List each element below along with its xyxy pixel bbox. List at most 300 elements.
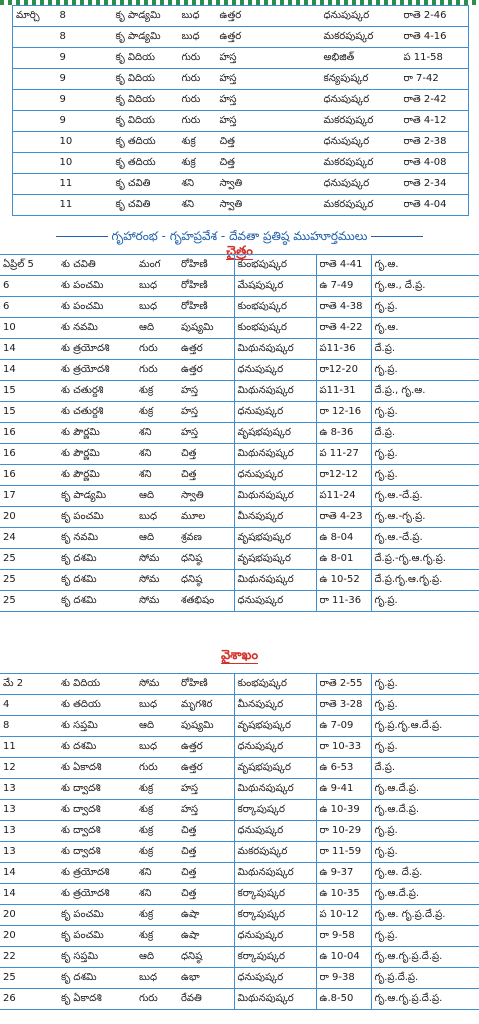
table-row: [0, 444, 479, 465]
table-cell: ప11-31: [316, 381, 371, 402]
table-cell: ధనుపుష్కర: [234, 737, 316, 758]
table-cell: శుక్ర: [136, 800, 178, 821]
table-cell: ప 11-27: [316, 444, 371, 465]
table-cell: 11: [57, 174, 113, 195]
table-cell: గృ.ఆ.-దే.ప్ర.: [371, 486, 479, 507]
table-cell: శు ద్వాదశి: [58, 779, 136, 800]
table-cell: కృ సప్తమి: [58, 947, 136, 968]
table-cell: శుక్ర: [179, 132, 217, 153]
table-cell: ఉత్తర: [217, 6, 321, 27]
table-cell: గృ.ఆ.దే.ప్ర.: [371, 884, 479, 905]
table-cell: హస్త: [217, 90, 321, 111]
table-cell: 20: [0, 507, 58, 528]
table-cell: ధనుపుష్కర: [234, 402, 316, 423]
table-cell: చిత్త: [217, 153, 321, 174]
table-cell: మకరపుష్కర: [321, 111, 401, 132]
table-cell: ధనిష్ఠ: [178, 549, 234, 570]
table-cell: 13: [0, 800, 58, 821]
table-cell: గృ.ప్ర.: [371, 821, 479, 842]
table-row: [13, 27, 469, 48]
table-cell: ఉ 10-35: [316, 884, 371, 905]
table-cell: కృ ఏకాదశి: [58, 989, 136, 1010]
table-cell: మకరపుష్కర: [321, 153, 401, 174]
table-cell: 8: [0, 716, 58, 737]
table-cell: 10: [57, 132, 113, 153]
table-cell: శతభిషం: [178, 591, 234, 612]
table-cell: దే.ప్ర.గృ.ఆ.గృ.ప్ర.: [371, 570, 479, 591]
table-cell: రా 12-16: [316, 402, 371, 423]
table-cell: రాతె 4-23: [316, 507, 371, 528]
table-row: [13, 174, 469, 195]
table-row: [0, 297, 479, 318]
table-row: [0, 318, 479, 339]
table-cell: ఉ.8-50: [316, 989, 371, 1010]
table-cell: మకరపుష్కర: [321, 27, 401, 48]
table-cell: 9: [57, 90, 113, 111]
table-cell: బుధ: [179, 27, 217, 48]
table-cell: అభిజిత్: [321, 48, 401, 69]
table-cell: గృ.ప్ర.గృ.ఆ.దే.ప్ర.: [371, 716, 479, 737]
table-cell: హస్త: [178, 402, 234, 423]
table-cell: గృ.ప్ర.: [371, 674, 479, 695]
table-cell: 16: [0, 444, 58, 465]
table-cell: [13, 48, 57, 69]
table-cell: 9: [57, 111, 113, 132]
table-cell: వృషభపుష్కర: [234, 528, 316, 549]
table-cell: ధనుపుష్కర: [234, 465, 316, 486]
table-cell: రా 9-58: [316, 926, 371, 947]
table-cell: కృ దశమి: [58, 570, 136, 591]
table-cell: 22: [0, 947, 58, 968]
table-row: [0, 402, 479, 423]
table-cell: శు సప్తమి: [58, 716, 136, 737]
table-cell: మిథునపుష్కర: [234, 339, 316, 360]
table-cell: హస్త: [178, 779, 234, 800]
table-cell: ధనుపుష్కర: [234, 360, 316, 381]
table-cell: కృ పాడ్యమి: [58, 486, 136, 507]
table-cell: గురు: [179, 48, 217, 69]
table-cell: ఉ 10-39: [316, 800, 371, 821]
table-cell: [13, 69, 57, 90]
table-cell: ఉ 8-01: [316, 549, 371, 570]
table-cell: రాతె 2-46: [401, 6, 469, 27]
table-cell: కృ చవితి: [113, 174, 179, 195]
table-cell: గురు: [179, 90, 217, 111]
table-cell: గృ.ఆ. దే.ప్ర.: [371, 863, 479, 884]
table-cell: 14: [0, 339, 58, 360]
table-cell: ఉ 6-53: [316, 758, 371, 779]
table-cell: సోమ: [136, 570, 178, 591]
table-cell: బుధ: [136, 695, 178, 716]
table-cell: ఉ 8-36: [316, 423, 371, 444]
table-row: [0, 423, 479, 444]
table-cell: ధనుపుష్కర: [234, 926, 316, 947]
table-cell: రాతె 4-22: [316, 318, 371, 339]
table-cell: శుక్ర: [179, 153, 217, 174]
table-cell: దే.ప్ర.-గృ.ఆ.గృ.ప్ర.: [371, 549, 479, 570]
table-row: [0, 276, 479, 297]
table-cell: శు పౌర్ణమి: [58, 444, 136, 465]
table-cell: ప 11-58: [401, 48, 469, 69]
table-cell: రాతె 4-38: [316, 297, 371, 318]
table-cell: రోహిణి: [178, 297, 234, 318]
table-cell: శు పౌర్ణమి: [58, 423, 136, 444]
table-cell: 14: [0, 863, 58, 884]
table-cell: కృ పంచమి: [58, 905, 136, 926]
table-cell: పుష్యమి: [178, 716, 234, 737]
table-cell: 25: [0, 968, 58, 989]
table-row: [0, 465, 479, 486]
table-cell: గృ.ఆ.గృ.ప్ర.దే.ప్ర.: [371, 989, 479, 1010]
table-cell: ఉషా: [178, 926, 234, 947]
table-cell: చిత్త: [178, 884, 234, 905]
table-cell: మిథునపుష్కర: [234, 486, 316, 507]
table-cell: శుక్ర: [136, 381, 178, 402]
table-cell: 10: [57, 153, 113, 174]
table-cell: బుధ: [136, 297, 178, 318]
table-cell: చిత్త: [178, 821, 234, 842]
table-cell: మిథునపుష్కర: [234, 989, 316, 1010]
table-cell: మిథునపుష్కర: [234, 381, 316, 402]
table-cell: సోమ: [136, 549, 178, 570]
table-row: [13, 153, 469, 174]
table-row: [0, 800, 479, 821]
table-cell: ధనుపుష్కర: [234, 968, 316, 989]
table-cell: మార్చి: [13, 6, 57, 27]
table-cell: కృ పంచమి: [58, 507, 136, 528]
table-cell: గృ.ప్ర.: [371, 737, 479, 758]
table-cell: ఉభా: [178, 968, 234, 989]
table-cell: కృ విదియ: [113, 48, 179, 69]
section-title-text: గృహారంభ - గృహప్రవేశ - దేవతా ప్రతిష్ఠ ముహూర్తములు: [111, 229, 368, 243]
table-cell: కృ పంచమి: [58, 926, 136, 947]
table-cell: రాతె 2-34: [401, 174, 469, 195]
table-cell: కుంభపుష్కర: [234, 297, 316, 318]
table-cell: ఉ 10-52: [316, 570, 371, 591]
table-cell: శుక్ర: [136, 821, 178, 842]
table-cell: రా 7-42: [401, 69, 469, 90]
table-cell: కుంభపుష్కర: [234, 255, 316, 276]
table-cell: [13, 27, 57, 48]
table-cell: శు పంచమి: [58, 276, 136, 297]
table-cell: గృ.ప్ర.: [371, 402, 479, 423]
table-cell: రాతె 2-38: [401, 132, 469, 153]
table-cell: 9: [57, 48, 113, 69]
table-cell: గృ.ప్ర.: [371, 360, 479, 381]
table-cell: శని: [136, 444, 178, 465]
table-cell: ఉ 7-09: [316, 716, 371, 737]
table-cell: మిథునపుష్కర: [234, 779, 316, 800]
table-cell: గృ.ఆ. గృ.ప్ర.దే.ప్ర.: [371, 905, 479, 926]
table-cell: వృషభపుష్కర: [234, 758, 316, 779]
table-cell: ప 10-12: [316, 905, 371, 926]
table-cell: గురు: [179, 69, 217, 90]
table-row: [0, 591, 479, 612]
table-row: [0, 570, 479, 591]
table-cell: ఉత్తర: [178, 339, 234, 360]
table-cell: ధనిష్ఠ: [178, 570, 234, 591]
table-cell: గృ.ప్ర.: [371, 444, 479, 465]
table-cell: ఉ 10-04: [316, 947, 371, 968]
table-cell: గృ.ప్ర.: [371, 842, 479, 863]
table-cell: 15: [0, 402, 58, 423]
table-cell: రా 11-36: [316, 591, 371, 612]
table-row: [0, 905, 479, 926]
table-cell: కృ విదియ: [113, 90, 179, 111]
table-cell: 17: [0, 486, 58, 507]
table-row: [0, 779, 479, 800]
table-cell: వృషభపుష్కర: [234, 549, 316, 570]
table-cell: పుష్యమి: [178, 318, 234, 339]
table-cell: 25: [0, 549, 58, 570]
table-row: [13, 132, 469, 153]
table-cell: ఆది: [136, 486, 178, 507]
table-cell: 14: [0, 360, 58, 381]
table-cell: ఉత్తర: [178, 758, 234, 779]
table-cell: మూల: [178, 507, 234, 528]
table-row: [0, 381, 479, 402]
table-cell: కృ తదియ: [113, 153, 179, 174]
table-cell: ఏప్రిల్ 5: [0, 255, 58, 276]
table-cell: శు విదియ: [58, 674, 136, 695]
table-cell: మకరపుష్కర: [234, 842, 316, 863]
table-cell: స్వాతి: [217, 195, 321, 216]
table-row: [0, 863, 479, 884]
table-cell: 10: [0, 318, 58, 339]
table-cell: శుక్ర: [136, 779, 178, 800]
table-cell: సోమ: [136, 674, 178, 695]
table-row: [0, 528, 479, 549]
table-row: [0, 947, 479, 968]
table-cell: రాతె 4-12: [401, 111, 469, 132]
table-row: [0, 339, 479, 360]
table-cell: దే.ప్ర.: [371, 423, 479, 444]
table-cell: ధనుపుష్కర: [321, 132, 401, 153]
table-cell: రోహిణి: [178, 255, 234, 276]
table-cell: దే.ప్ర.: [371, 339, 479, 360]
table-cell: రా 10-33: [316, 737, 371, 758]
table-cell: స్వాతి: [178, 486, 234, 507]
table-cell: శు పౌర్ణమి: [58, 465, 136, 486]
table-cell: ధనిష్ఠ: [178, 947, 234, 968]
table-cell: శుక్ర: [136, 842, 178, 863]
table-cell: శు ద్వాదశి: [58, 821, 136, 842]
table-cell: హస్త: [178, 423, 234, 444]
table-cell: ఆది: [136, 318, 178, 339]
table-row: [0, 926, 479, 947]
table-cell: శని: [179, 195, 217, 216]
table-cell: బుధ: [136, 968, 178, 989]
table-cell: 25: [0, 570, 58, 591]
table-cell: మకరపుష్కర: [321, 195, 401, 216]
table-cell: మీనపుష్కర: [234, 695, 316, 716]
table-cell: హస్త: [217, 48, 321, 69]
table-cell: మే 2: [0, 674, 58, 695]
table-cell: హస్త: [217, 69, 321, 90]
table-cell: ధనుపుష్కర: [321, 90, 401, 111]
table-row: [0, 968, 479, 989]
table-cell: 13: [0, 821, 58, 842]
vaishakham-table: [0, 673, 479, 1010]
table-cell: బుధ: [136, 737, 178, 758]
table-cell: శు త్రయోదశి: [58, 339, 136, 360]
table-cell: శు త్రయోదశి: [58, 360, 136, 381]
table-cell: ఉత్తర: [178, 737, 234, 758]
table-cell: గురు: [136, 360, 178, 381]
table-cell: కృ చవితి: [113, 195, 179, 216]
table-row: [0, 486, 479, 507]
table-cell: ప11-36: [316, 339, 371, 360]
table-cell: మిథునపుష్కర: [234, 863, 316, 884]
table-cell: శుక్ర: [136, 905, 178, 926]
table-cell: [13, 174, 57, 195]
table-row: [13, 90, 469, 111]
table-cell: గృ.ఆ.-దే.ప్ర.: [371, 528, 479, 549]
table-cell: గృ.ప్ర.: [371, 926, 479, 947]
table-cell: కృ దశమి: [58, 549, 136, 570]
table-cell: శు త్రయోదశి: [58, 863, 136, 884]
table-cell: గృ.ఆ., దే.ప్ర.: [371, 276, 479, 297]
table-cell: [13, 90, 57, 111]
table-cell: [13, 111, 57, 132]
table-cell: 20: [0, 905, 58, 926]
table-cell: రా 9-38: [316, 968, 371, 989]
table-row: [0, 758, 479, 779]
table-cell: సోమ: [136, 591, 178, 612]
table-cell: ధనుపుష్కర: [321, 6, 401, 27]
table-cell: గృ.ఆ.గృ.ప్ర.దే.ప్ర.: [371, 947, 479, 968]
table-cell: కృ దశమి: [58, 968, 136, 989]
table-cell: రోహిణి: [178, 276, 234, 297]
table-cell: మీనపుష్కర: [234, 507, 316, 528]
table-cell: 6: [0, 276, 58, 297]
table-cell: రా12-20: [316, 360, 371, 381]
table-cell: 13: [0, 779, 58, 800]
table-row: [13, 48, 469, 69]
month-heading-chaitram: చైత్రం: [226, 244, 253, 259]
table-cell: కృ నవమి: [58, 528, 136, 549]
table-cell: శు దశమి: [58, 737, 136, 758]
table-cell: కన్యపుష్కర: [321, 69, 401, 90]
table-cell: ఆది: [136, 528, 178, 549]
table-cell: 4: [0, 695, 58, 716]
table-cell: గురు: [179, 111, 217, 132]
table-cell: రా 11-59: [316, 842, 371, 863]
table-cell: రాతె 4-04: [401, 195, 469, 216]
table-cell: ఉ 9-41: [316, 779, 371, 800]
table-cell: శని: [136, 423, 178, 444]
table-row: [0, 695, 479, 716]
table-cell: గృ.ప్ర.: [371, 695, 479, 716]
table-cell: గృ.ఆ.: [371, 318, 479, 339]
table-row: [13, 195, 469, 216]
table-row: [0, 255, 479, 276]
table-cell: ధనుపుష్కర: [234, 591, 316, 612]
table-cell: కృ దశమి: [58, 591, 136, 612]
table-cell: శ్రవణ: [178, 528, 234, 549]
table-cell: గృ.ఆ.-గృ.ప్ర.: [371, 507, 479, 528]
table-cell: రాతె 4-41: [316, 255, 371, 276]
table-cell: చిత్త: [178, 465, 234, 486]
table-cell: కుంభపుష్కర: [234, 674, 316, 695]
table-cell: 11: [57, 195, 113, 216]
table-row: [0, 549, 479, 570]
table-cell: ఆది: [136, 947, 178, 968]
table-cell: 8: [57, 27, 113, 48]
table-cell: ప11-24: [316, 486, 371, 507]
table-cell: ఉ 7-49: [316, 276, 371, 297]
table-cell: గృ.ప్ర.దే.ప్ర.: [371, 968, 479, 989]
table-cell: హస్త: [217, 111, 321, 132]
table-cell: రా 10-29: [316, 821, 371, 842]
table-cell: 24: [0, 528, 58, 549]
table-cell: గృ.ప్ర.: [371, 297, 479, 318]
table-cell: రా12-12: [316, 465, 371, 486]
table-cell: వృషభపుష్కర: [234, 423, 316, 444]
table-cell: 16: [0, 423, 58, 444]
table-row: [0, 507, 479, 528]
table-cell: కర్కాపుష్కర: [234, 800, 316, 821]
table-cell: శు చతుర్దశి: [58, 381, 136, 402]
table-cell: గురు: [136, 989, 178, 1010]
table-row: [13, 69, 469, 90]
table-cell: 11: [0, 737, 58, 758]
table-cell: గృ.ప్ర.: [371, 591, 479, 612]
month-heading-vaishakham: వైశాఖం: [220, 648, 259, 663]
table-cell: బుధ: [136, 276, 178, 297]
table-cell: బుధ: [179, 6, 217, 27]
table-cell: కృ పాడ్యమి: [113, 6, 179, 27]
table-cell: ఉ 8-04: [316, 528, 371, 549]
table-cell: శు ద్వాదశి: [58, 800, 136, 821]
table-cell: శు నవమి: [58, 318, 136, 339]
table-row: [0, 821, 479, 842]
table-cell: గృ.ప్ర.: [371, 465, 479, 486]
table-cell: ఉషా: [178, 905, 234, 926]
table-cell: 6: [0, 297, 58, 318]
table-cell: రాతె 4-16: [401, 27, 469, 48]
table-cell: ధనుపుష్కర: [321, 174, 401, 195]
table-cell: కృ తదియ: [113, 132, 179, 153]
table-cell: శని: [136, 863, 178, 884]
table-cell: ఉత్తర: [217, 27, 321, 48]
table-cell: చిత్త: [178, 842, 234, 863]
table-cell: కర్కాపుష్కర: [234, 905, 316, 926]
table-cell: రాతె 4-08: [401, 153, 469, 174]
march-muhurtham-table: [12, 5, 469, 216]
table-cell: ఉ 9-37: [316, 863, 371, 884]
table-cell: రేవతి: [178, 989, 234, 1010]
table-cell: 20: [0, 926, 58, 947]
table-row: [0, 674, 479, 695]
table-cell: గృ.ఆ.దే.ప్ర.: [371, 800, 479, 821]
chaitram-table: [0, 254, 479, 612]
table-cell: కుంభపుష్కర: [234, 318, 316, 339]
table-cell: మంగ: [136, 255, 178, 276]
table-cell: [13, 195, 57, 216]
table-cell: కృ విదియ: [113, 69, 179, 90]
table-cell: శు ఏకాదశి: [58, 758, 136, 779]
table-cell: వృషభపుష్కర: [234, 716, 316, 737]
table-cell: దే.ప్ర.: [371, 758, 479, 779]
table-cell: శని: [179, 174, 217, 195]
table-cell: శని: [136, 465, 178, 486]
table-cell: మేషపుష్కర: [234, 276, 316, 297]
table-cell: కర్కాపుష్కర: [234, 947, 316, 968]
table-cell: [13, 132, 57, 153]
table-row: [0, 716, 479, 737]
table-cell: 14: [0, 884, 58, 905]
